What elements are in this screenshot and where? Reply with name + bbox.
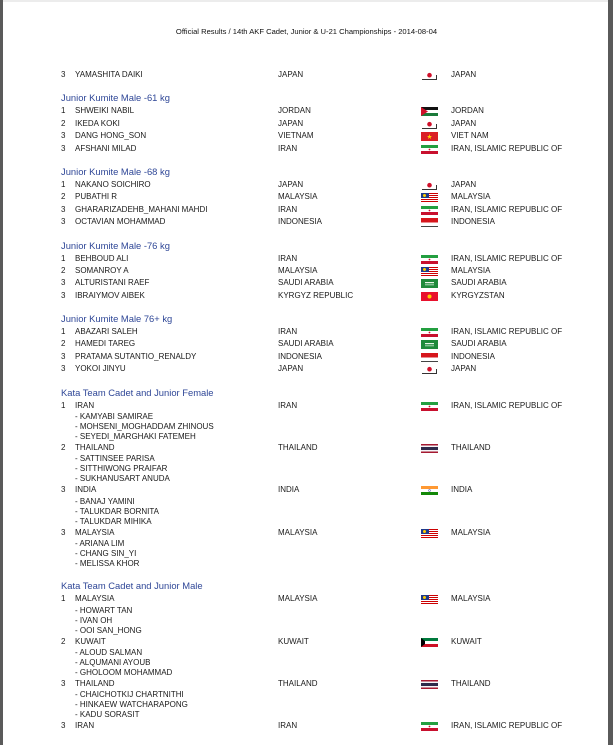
- country-full-name: MALAYSIA: [451, 527, 491, 537]
- rank: 2: [61, 118, 66, 128]
- country-full-name: KYRGYZSTAN: [451, 290, 505, 300]
- country-full-name: IRAN, ISLAMIC REPUBLIC OF: [451, 253, 563, 263]
- competitor-name: MALAYSIA: [75, 594, 115, 604]
- team-member-name: - KAMYABI SAMIRAE: [75, 412, 154, 422]
- country-code-name: MALAYSIA: [278, 265, 318, 275]
- japan-flag-icon: [421, 181, 438, 190]
- country-full-name: KUWAIT: [451, 636, 482, 646]
- iran-flag-icon: [421, 206, 438, 215]
- team-member-row: [0, 700, 613, 710]
- result-row: [0, 326, 613, 338]
- result-row: [0, 338, 613, 350]
- team-member-row: [0, 517, 613, 527]
- competitor-name: IBRAIYMOV AIBEK: [75, 290, 145, 300]
- section-heading: Junior Kumite Male -76 kg: [61, 239, 170, 251]
- country-code-name: IRAN: [278, 204, 298, 214]
- country-code-name: INDONESIA: [278, 217, 323, 227]
- kuwait-flag-icon: [421, 638, 438, 647]
- section-heading: Kata Team Cadet and Junior Male: [61, 580, 203, 592]
- competitor-name: SHWEIKI NABIL: [75, 106, 135, 116]
- country-code-name: KYRGYZ REPUBLIC: [278, 290, 354, 300]
- country-code-name: IRAN: [278, 327, 298, 337]
- result-row: [0, 720, 613, 732]
- rank: 1: [61, 400, 66, 410]
- result-row: [0, 442, 613, 454]
- country-code-name: JAPAN: [278, 118, 304, 128]
- country-full-name: MALAYSIA: [451, 192, 491, 202]
- team-member-name: - TALUKDAR BORNITA: [75, 506, 160, 516]
- team-member-row: [0, 497, 613, 507]
- country-full-name: JAPAN: [451, 179, 477, 189]
- country-full-name: VIET NAM: [451, 131, 489, 141]
- competitor-name: HAMEDI TAREG: [75, 339, 136, 349]
- rank: 1: [61, 594, 66, 604]
- rank: 3: [61, 217, 66, 227]
- country-code-name: IRAN: [278, 721, 298, 731]
- rank: 3: [61, 290, 66, 300]
- team-member-name: - HINKAEW WATCHARAPONG: [75, 700, 188, 710]
- result-row: [0, 118, 613, 130]
- country-full-name: IRAN, ISLAMIC REPUBLIC OF: [451, 400, 563, 410]
- result-row: [0, 351, 613, 363]
- country-code-name: MALAYSIA: [278, 594, 318, 604]
- country-full-name: IRAN, ISLAMIC REPUBLIC OF: [451, 327, 563, 337]
- malaysia-flag-icon: [421, 267, 438, 276]
- kyrgyzstan-flag-icon: [421, 292, 438, 301]
- saudi-arabia-flag-icon: [421, 340, 438, 349]
- rank: 3: [61, 351, 66, 361]
- japan-flag-icon: [421, 365, 438, 374]
- team-member-row: [0, 648, 613, 658]
- country-code-name: INDIA: [278, 485, 300, 495]
- rank: 1: [61, 179, 66, 189]
- team-member-name: - SATTINSEE PARISA: [75, 454, 155, 464]
- rank: 3: [61, 278, 66, 288]
- competitor-name: ALTURISTANI RAEF: [75, 278, 150, 288]
- rank: 2: [61, 265, 66, 275]
- jordan-flag-icon: [421, 107, 438, 116]
- team-member-row: [0, 626, 613, 636]
- result-row: [0, 143, 613, 155]
- result-row: [0, 265, 613, 277]
- malaysia-flag-icon: [421, 595, 438, 604]
- country-code-name: IRAN: [278, 400, 298, 410]
- rank: 1: [61, 253, 66, 263]
- team-member-row: [0, 559, 613, 569]
- competitor-name: INDIA: [75, 485, 97, 495]
- country-full-name: MALAYSIA: [451, 594, 491, 604]
- team-member-name: - KADU SORASIT: [75, 710, 140, 720]
- country-full-name: MALAYSIA: [451, 265, 491, 275]
- country-code-name: MALAYSIA: [278, 527, 318, 537]
- team-member-row: [0, 454, 613, 464]
- team-member-name: - GHOLOOM MOHAMMAD: [75, 667, 173, 677]
- country-full-name: SAUDI ARABIA: [451, 278, 507, 288]
- country-full-name: IRAN, ISLAMIC REPUBLIC OF: [451, 721, 563, 731]
- country-code-name: THAILAND: [278, 443, 318, 453]
- rank: 3: [61, 204, 66, 214]
- rank: 1: [61, 327, 66, 337]
- team-member-row: [0, 606, 613, 616]
- result-row: [0, 678, 613, 690]
- country-code-name: KUWAIT: [278, 636, 309, 646]
- competitor-name: SOMANROY A: [75, 265, 129, 275]
- result-row: [0, 290, 613, 302]
- team-member-name: - TALUKDAR MIHIKA: [75, 516, 152, 526]
- page-title: Official Results / 14th AKF Cadet, Junior & U-21 Championships - 2014-08-04: [175, 27, 438, 36]
- team-member-name: - CHANG SIN_YI: [75, 549, 137, 559]
- competitor-name: THAILAND: [75, 443, 115, 453]
- india-flag-icon: [421, 486, 438, 495]
- result-row: [0, 130, 613, 142]
- team-member-name: - BANAJ YAMINI: [75, 496, 135, 506]
- result-row: [0, 484, 613, 496]
- team-member-row: [0, 412, 613, 422]
- team-member-name: - CHAICHOTKIJ CHARTNITHI: [75, 690, 184, 700]
- competitor-name: KUWAIT: [75, 636, 106, 646]
- iran-flag-icon: [421, 328, 438, 337]
- country-full-name: SAUDI ARABIA: [451, 339, 507, 349]
- japan-flag-icon: [421, 120, 438, 129]
- country-code-name: VIETNAM: [278, 131, 314, 141]
- country-code-name: JORDAN: [278, 106, 311, 116]
- result-row: [0, 253, 613, 265]
- team-member-row: [0, 464, 613, 474]
- result-row: [0, 179, 613, 191]
- section-heading: Junior Kumite Male -68 kg: [61, 165, 170, 177]
- result-row: [0, 277, 613, 289]
- team-member-name: - ALQUMANI AYOUB: [75, 657, 151, 667]
- saudi-arabia-flag-icon: [421, 279, 438, 288]
- rank: 2: [61, 443, 66, 453]
- competitor-name: ABAZARI SALEH: [75, 327, 138, 337]
- team-member-name: - MOHSENI_MOGHADDAM ZHINOUS: [75, 422, 214, 432]
- country-full-name: INDONESIA: [451, 351, 496, 361]
- country-full-name: JORDAN: [451, 106, 484, 116]
- rank: 2: [61, 339, 66, 349]
- team-member-name: - SUKHANUSART ANUDA: [75, 474, 170, 484]
- competitor-name: DANG HONG_SON: [75, 131, 147, 141]
- result-row: [0, 204, 613, 216]
- country-code-name: SAUDI ARABIA: [278, 339, 334, 349]
- rank: 3: [61, 131, 66, 141]
- rank: 3: [61, 364, 66, 374]
- competitor-name: IRAN: [75, 400, 95, 410]
- rank: 3: [61, 70, 66, 79]
- indonesia-flag-icon: [421, 218, 438, 227]
- competitor-name: AFSHANI MILAD: [75, 143, 137, 153]
- team-member-row: [0, 507, 613, 517]
- rank: 3: [61, 485, 66, 495]
- result-row: [0, 363, 613, 375]
- country-full-name: JAPAN: [451, 118, 477, 128]
- country-code-name: IRAN: [278, 253, 298, 263]
- competitor-name: IKEDA KOKI: [75, 118, 120, 128]
- team-member-row: [0, 549, 613, 559]
- team-member-name: - OOI SAN_HONG: [75, 625, 142, 635]
- team-member-name: - SEYEDI_MARGHAKI FATEMEH: [75, 432, 196, 442]
- team-member-row: [0, 668, 613, 678]
- malaysia-flag-icon: [421, 529, 438, 538]
- country-code-name: JAPAN: [278, 70, 304, 79]
- rank: 3: [61, 721, 66, 731]
- country-full-name: THAILAND: [451, 678, 491, 688]
- country-code-name: IRAN: [278, 143, 298, 153]
- country-code-name: JAPAN: [278, 364, 304, 374]
- team-member-name: - MELISSA KHOR: [75, 559, 140, 569]
- results-content: [0, 69, 613, 733]
- team-member-name: - IVAN OH: [75, 615, 113, 625]
- indonesia-flag-icon: [421, 353, 438, 362]
- result-row: [0, 636, 613, 648]
- team-member-name: - ALOUD SALMAN: [75, 647, 143, 657]
- rank: 3: [61, 527, 66, 537]
- country-code-name: MALAYSIA: [278, 192, 318, 202]
- malaysia-flag-icon: [421, 193, 438, 202]
- rank: 2: [61, 192, 66, 202]
- team-member-name: - HOWART TAN: [75, 605, 133, 615]
- vietnam-flag-icon: [421, 132, 438, 141]
- competitor-name: YOKOI JINYU: [75, 364, 126, 374]
- section-heading: Junior Kumite Male -61 kg: [61, 92, 170, 104]
- competitor-name: BEHBOUD ALI: [75, 253, 129, 263]
- team-member-row: [0, 710, 613, 720]
- competitor-name: NAKANO SOICHIRO: [75, 179, 151, 189]
- page-top-border: [3, 0, 608, 2]
- iran-flag-icon: [421, 402, 438, 411]
- competitor-name: YAMASHITA DAIKI: [75, 70, 143, 79]
- result-row: [0, 527, 613, 539]
- country-full-name: JAPAN: [451, 70, 477, 79]
- thailand-flag-icon: [421, 680, 438, 689]
- iran-flag-icon: [421, 255, 438, 264]
- country-code-name: JAPAN: [278, 179, 304, 189]
- team-member-row: [0, 422, 613, 432]
- team-member-row: [0, 539, 613, 549]
- competitor-name: OCTAVIAN MOHAMMAD: [75, 217, 166, 227]
- competitor-name: GHARARIZADEHB_MAHANI MAHDI: [75, 204, 208, 214]
- iran-flag-icon: [421, 722, 438, 731]
- country-code-name: INDONESIA: [278, 351, 323, 361]
- result-row: [0, 105, 613, 117]
- japan-flag-icon: [421, 71, 438, 80]
- rank: 1: [61, 106, 66, 116]
- country-full-name: INDONESIA: [451, 217, 496, 227]
- rank: 3: [61, 143, 66, 153]
- country-full-name: THAILAND: [451, 443, 491, 453]
- country-full-name: JAPAN: [451, 364, 477, 374]
- country-code-name: SAUDI ARABIA: [278, 278, 334, 288]
- competitor-name: PUBATHI R: [75, 192, 118, 202]
- competitor-name: MALAYSIA: [75, 527, 115, 537]
- section-heading: Junior Kumite Male 76+ kg: [61, 313, 173, 325]
- result-row: [0, 191, 613, 203]
- section-heading: Kata Team Cadet and Junior Female: [61, 386, 214, 398]
- iran-flag-icon: [421, 145, 438, 154]
- team-member-row: [0, 690, 613, 700]
- team-member-row: [0, 432, 613, 442]
- competitor-name: THAILAND: [75, 678, 115, 688]
- thailand-flag-icon: [421, 444, 438, 453]
- result-row: [0, 69, 613, 81]
- team-member-name: - ARIANA LIM: [75, 539, 125, 549]
- country-code-name: THAILAND: [278, 678, 318, 688]
- competitor-name: IRAN: [75, 721, 95, 731]
- country-full-name: INDIA: [451, 485, 473, 495]
- competitor-name: PRATAMA SUTANTIO_RENALDY: [75, 351, 197, 361]
- result-row: [0, 593, 613, 605]
- result-row: [0, 400, 613, 412]
- result-row: [0, 216, 613, 228]
- country-full-name: IRAN, ISLAMIC REPUBLIC OF: [451, 143, 563, 153]
- rank: 2: [61, 636, 66, 646]
- rank: 3: [61, 678, 66, 688]
- team-member-name: - SITTHIWONG PRAIFAR: [75, 464, 168, 474]
- team-member-row: [0, 616, 613, 626]
- country-full-name: IRAN, ISLAMIC REPUBLIC OF: [451, 204, 563, 214]
- team-member-row: [0, 658, 613, 668]
- team-member-row: [0, 474, 613, 484]
